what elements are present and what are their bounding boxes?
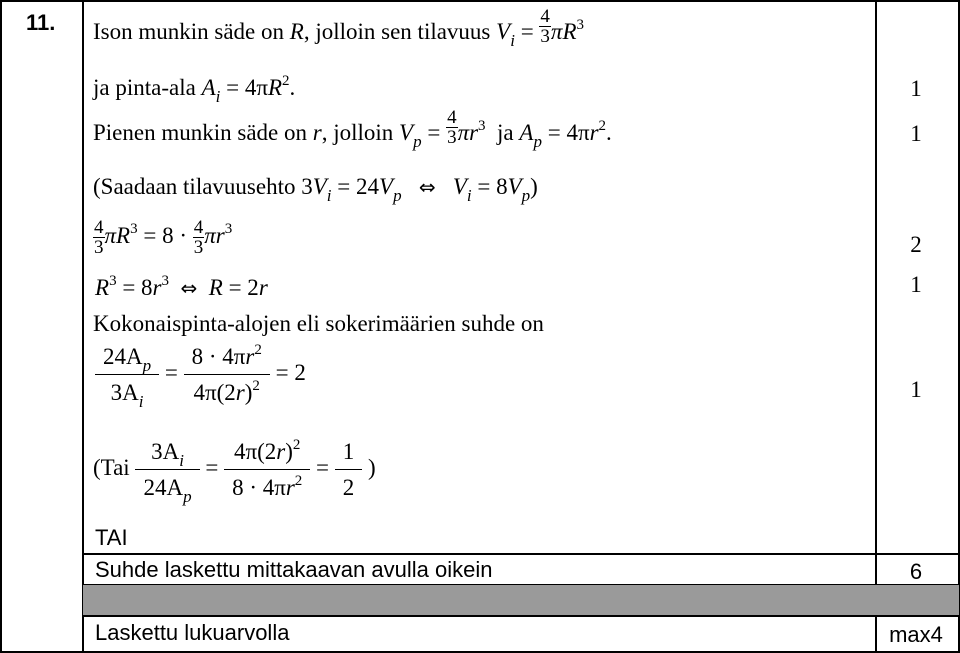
equivalence-icon: ⇔	[418, 175, 436, 199]
row-ratio-alternative: (Tai $\frac{3A_i}{24A_p}$ = $\frac{4\pi(2r)^2}{8 \cdot 4\pi r^2}$ = $\frac{1}{2}$ )	[93, 437, 376, 506]
row-divider	[83, 553, 959, 555]
score: 1	[910, 76, 922, 101]
row-small-donut: Pienen munkin säde on r, jolloin $V_p$ = $\frac{4}{3}$ $\pi r^3$ ja $A_p = 4\pi r^2$.	[93, 107, 612, 151]
row-big-donut-volume: Ison munkin säde on R, jolloin sen tilavuus $V_i$ = $\frac{4}{3}$ $\pi R^3$	[93, 6, 585, 50]
score: 1	[910, 272, 922, 297]
row-divider	[83, 615, 959, 617]
row-or: TAI	[95, 525, 128, 550]
row-volume-equation: $\frac{4}{3}$ $\pi R^3 = 8$ · $\frac{4}{3}$ $\pi r^3$	[94, 217, 233, 258]
score: 1	[910, 377, 922, 402]
fraction: $\frac{8 \cdot 4\pi r^2}{4\pi(2r)^2}$	[184, 345, 270, 404]
row-ratio-equation: $\frac{24A_p}{3A_i}$ = $\frac{8 \cdot 4\pi r^2}{4\pi(2r)^2}$ = 2	[95, 345, 306, 404]
score: max4	[889, 622, 943, 647]
row-scale-method: Suhde laskettu mittakaavan avulla oikein	[95, 557, 493, 582]
row-volume-condition: (Saadaan tilavuusehto $3V_i = 24V_p$ ⇔ $V_i = 8V_p$)	[93, 174, 538, 205]
row-ratio-intro: Kokonaispinta-alojen eli sokerimäärien suhde on	[93, 311, 544, 336]
fraction: $\frac{4}{3}$	[193, 217, 204, 258]
row-numeric-method: Laskettu lukuarvolla	[95, 620, 290, 645]
score: 2	[910, 232, 922, 257]
column-divider-number	[82, 0, 84, 653]
border-top	[0, 0, 960, 2]
row-radius-result: $R^3 = 8r^3$ ⇔ R = 2r	[95, 273, 268, 300]
fraction: $\frac{4}{3}$	[94, 217, 104, 258]
problem-number: 11.	[26, 10, 56, 35]
score: 6	[909, 559, 923, 584]
fraction: $\frac{3A_i}{24A_p}$	[135, 440, 199, 499]
fraction: $\frac{4\pi(2r)^2}{8 \cdot 4\pi r^2}$	[224, 440, 310, 499]
border-left	[0, 0, 2, 653]
fraction: $\frac{4}{3}$	[540, 6, 550, 48]
grey-separator-row	[83, 585, 959, 615]
score: 1	[910, 121, 922, 146]
row-big-donut-area: ja pinta-ala $A_i = 4\pi R^2$.	[93, 73, 296, 106]
equivalence-icon: ⇔	[180, 276, 198, 300]
fraction: $\frac{1}{2}$	[335, 440, 363, 499]
fraction: $\frac{4}{3}$	[447, 107, 457, 149]
fraction: $\frac{24A_p}{3A_i}$	[95, 345, 159, 404]
